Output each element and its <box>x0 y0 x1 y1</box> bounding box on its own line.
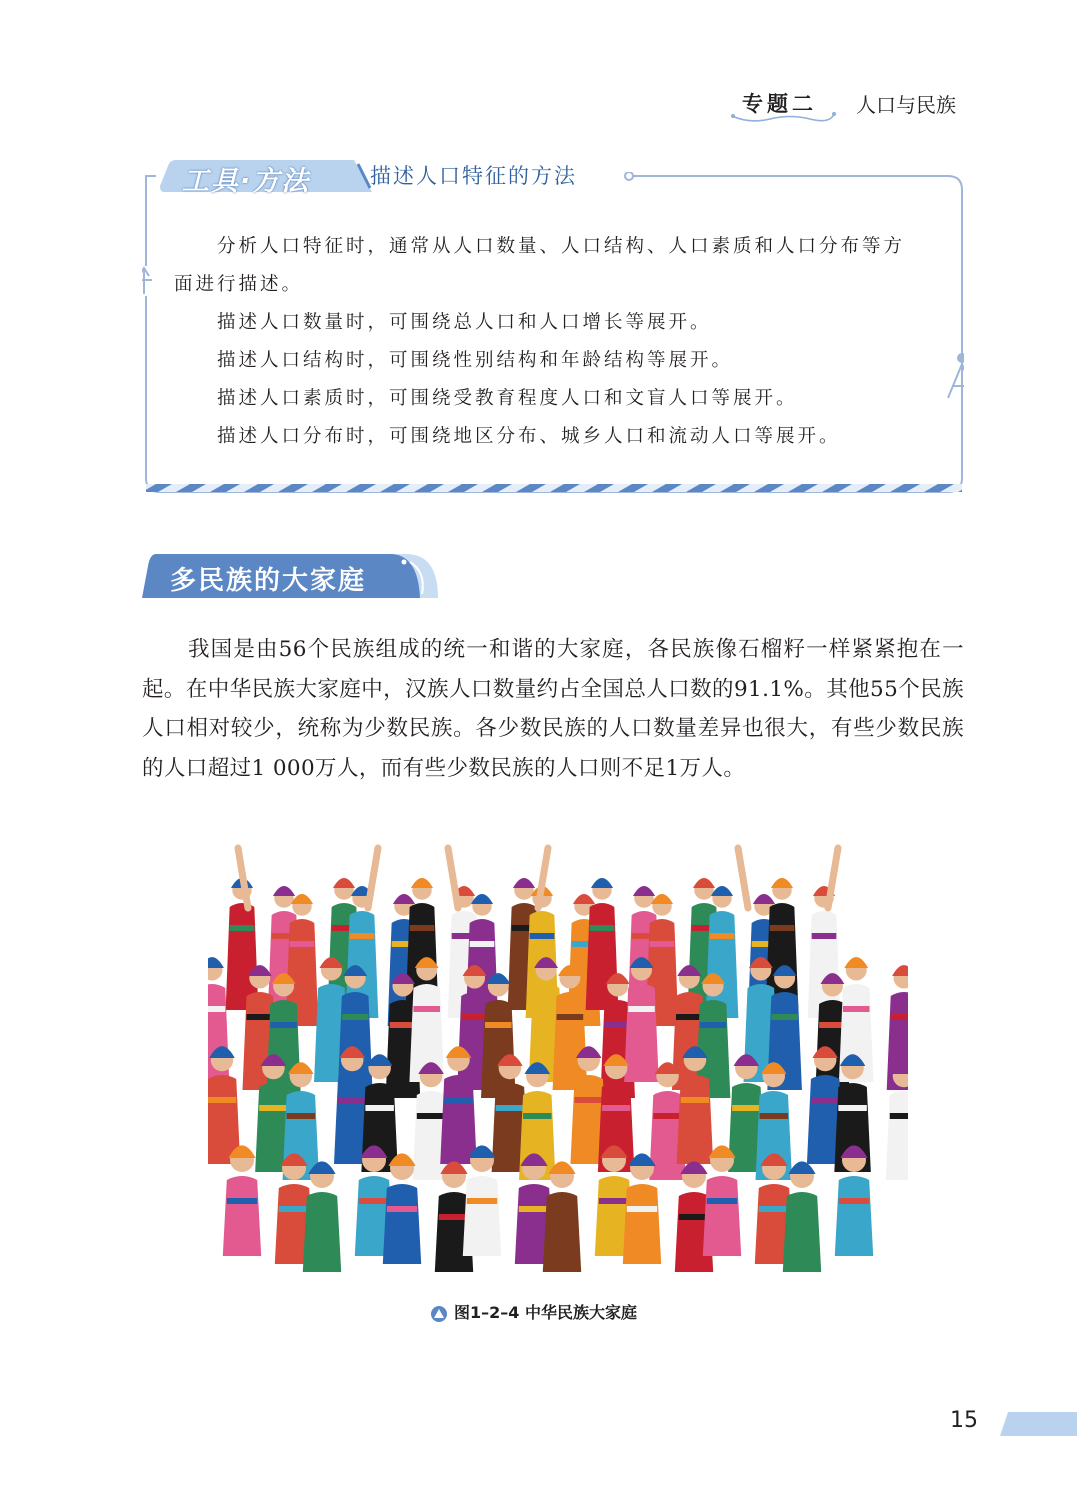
costume-trim <box>461 1014 488 1020</box>
costume-trim <box>439 1214 469 1220</box>
costume-trim <box>467 1198 497 1204</box>
costume-trim <box>359 1198 389 1204</box>
costume-trim <box>760 1113 789 1119</box>
costume-trim <box>710 933 735 939</box>
costume-trim <box>365 1105 394 1111</box>
costume-trim <box>676 1014 703 1020</box>
tool-paragraph: 面进行描述。 <box>174 274 304 295</box>
tool-paragraph: 描述人口数量时，可围绕总人口和人口增长等展开。 <box>217 312 712 333</box>
costume-figure <box>835 1176 873 1256</box>
costume-figure <box>440 1075 477 1164</box>
costume-trim <box>338 1097 367 1103</box>
costume-trim <box>496 1105 524 1111</box>
topic-label: 专题二 <box>742 92 817 116</box>
tool-paragraph: 描述人口素质时，可围绕受教育程度人口和文盲人口等展开。 <box>217 388 798 409</box>
costume-figure <box>624 984 659 1082</box>
costume-trim <box>279 1206 309 1212</box>
costume-trim <box>707 1198 737 1204</box>
costume-trim <box>387 1206 417 1212</box>
costume-trim <box>770 925 795 931</box>
costume-figure <box>383 1184 421 1264</box>
costume-trim <box>653 1113 682 1119</box>
costume-trim <box>732 1105 761 1111</box>
costume-trim <box>533 1006 560 1012</box>
costume-trim <box>590 925 615 931</box>
costume-trim <box>530 933 555 939</box>
costume-trim <box>290 941 315 947</box>
costume-trim <box>413 1006 440 1012</box>
costume-figure <box>703 1176 741 1256</box>
costume-trim <box>307 1214 337 1220</box>
costume-trim <box>519 1206 549 1212</box>
costume-trim <box>811 1097 840 1103</box>
costume-trim <box>759 1206 789 1212</box>
figure-caption-text: 图1–2–4 中华民族大家庭 <box>454 1303 637 1322</box>
costume-figure <box>463 1176 501 1256</box>
costume-trim <box>574 1097 603 1103</box>
topic-title: 人口与民族 <box>856 93 956 117</box>
costume-trim <box>417 1113 446 1119</box>
costume-trim <box>599 1198 629 1204</box>
ethnic-group-photo <box>208 818 908 1284</box>
tool-paragraph: 描述人口分布时，可围绕地区分布、城乡人口和流动人口等展开。 <box>217 426 841 447</box>
costume-trim <box>318 1006 345 1012</box>
costume-trim <box>627 1206 657 1212</box>
costume-figure <box>623 1184 661 1264</box>
body-text <box>142 630 964 788</box>
costume-trim <box>470 941 495 947</box>
costume-trim <box>350 933 375 939</box>
costume-trim <box>259 1105 288 1111</box>
section-heading <box>142 552 442 600</box>
costume-figure <box>553 992 588 1090</box>
body-paragraph: 我国是由56个民族组成的统一和谐的大家庭，各民族像石榴籽一样紧紧抱在一起。在中华民族大家庭中，汉族人口数量约占全国总人口数的91.1%。其他55个民族人口相对较少，统称为少数民族。各少数民族的人口数量差异也很大，有些少数民族的人口超过1 000万人，而有些少数民族的人口则不足1万人。 <box>142 637 964 781</box>
costume-trim <box>700 1022 727 1028</box>
tool-method-tag <box>158 158 360 197</box>
section-title: 多民族的大家庭 <box>170 566 367 596</box>
costume-trim <box>838 1105 867 1111</box>
page-number-bar <box>1000 1412 1077 1436</box>
costume-figure <box>543 1192 581 1272</box>
page-number: 15 <box>950 1408 978 1433</box>
costume-trim <box>679 1214 709 1220</box>
costume-trim <box>839 1198 869 1204</box>
header-wave-icon <box>730 110 840 128</box>
costume-trim <box>628 1006 655 1012</box>
costume-trim <box>602 1105 631 1111</box>
costume-trim <box>230 925 255 931</box>
caption-triangle-icon <box>430 1305 448 1323</box>
costume-trim <box>650 941 675 947</box>
costume-trim <box>246 1014 273 1020</box>
costume-trim <box>208 1006 225 1012</box>
costume-figure <box>783 1192 821 1272</box>
costume-trim <box>410 925 435 931</box>
costume-trim <box>208 1097 236 1103</box>
costume-trim <box>270 1022 297 1028</box>
tool-method-body <box>174 228 944 456</box>
costume-trim <box>227 1198 257 1204</box>
costume-trim <box>787 1214 817 1220</box>
tool-paragraph: 分析人口特征时，通常从人口数量、人口结构、人口素质和人口分布等方 <box>217 236 906 257</box>
costume-trim <box>342 1014 369 1020</box>
tool-paragraph: 描述人口结构时，可围绕性别结构和年龄结构等展开。 <box>217 350 734 371</box>
costume-figure <box>677 1075 714 1164</box>
costume-trim <box>681 1097 710 1103</box>
costume-trim <box>771 1014 798 1020</box>
page-header <box>738 88 998 128</box>
tool-method-box <box>142 164 964 494</box>
costume-trim <box>748 1006 775 1012</box>
tool-method-tag-label: 工具·方法 <box>182 166 311 197</box>
costume-trim <box>287 1113 316 1119</box>
costume-figure <box>223 1176 261 1256</box>
costume-trim <box>547 1214 577 1220</box>
costume-trim <box>812 933 837 939</box>
costume-trim <box>557 1014 584 1020</box>
costume-trim <box>843 1006 870 1012</box>
figure-caption <box>430 1300 637 1323</box>
costume-trim <box>485 1022 512 1028</box>
tool-method-subtitle: 描述人口特征的方法 <box>370 164 577 188</box>
costume-trim <box>523 1113 552 1119</box>
costume-figure <box>303 1192 341 1272</box>
costume-trim <box>890 1113 908 1119</box>
costume-trim <box>891 1014 908 1020</box>
costume-trim <box>444 1097 473 1103</box>
